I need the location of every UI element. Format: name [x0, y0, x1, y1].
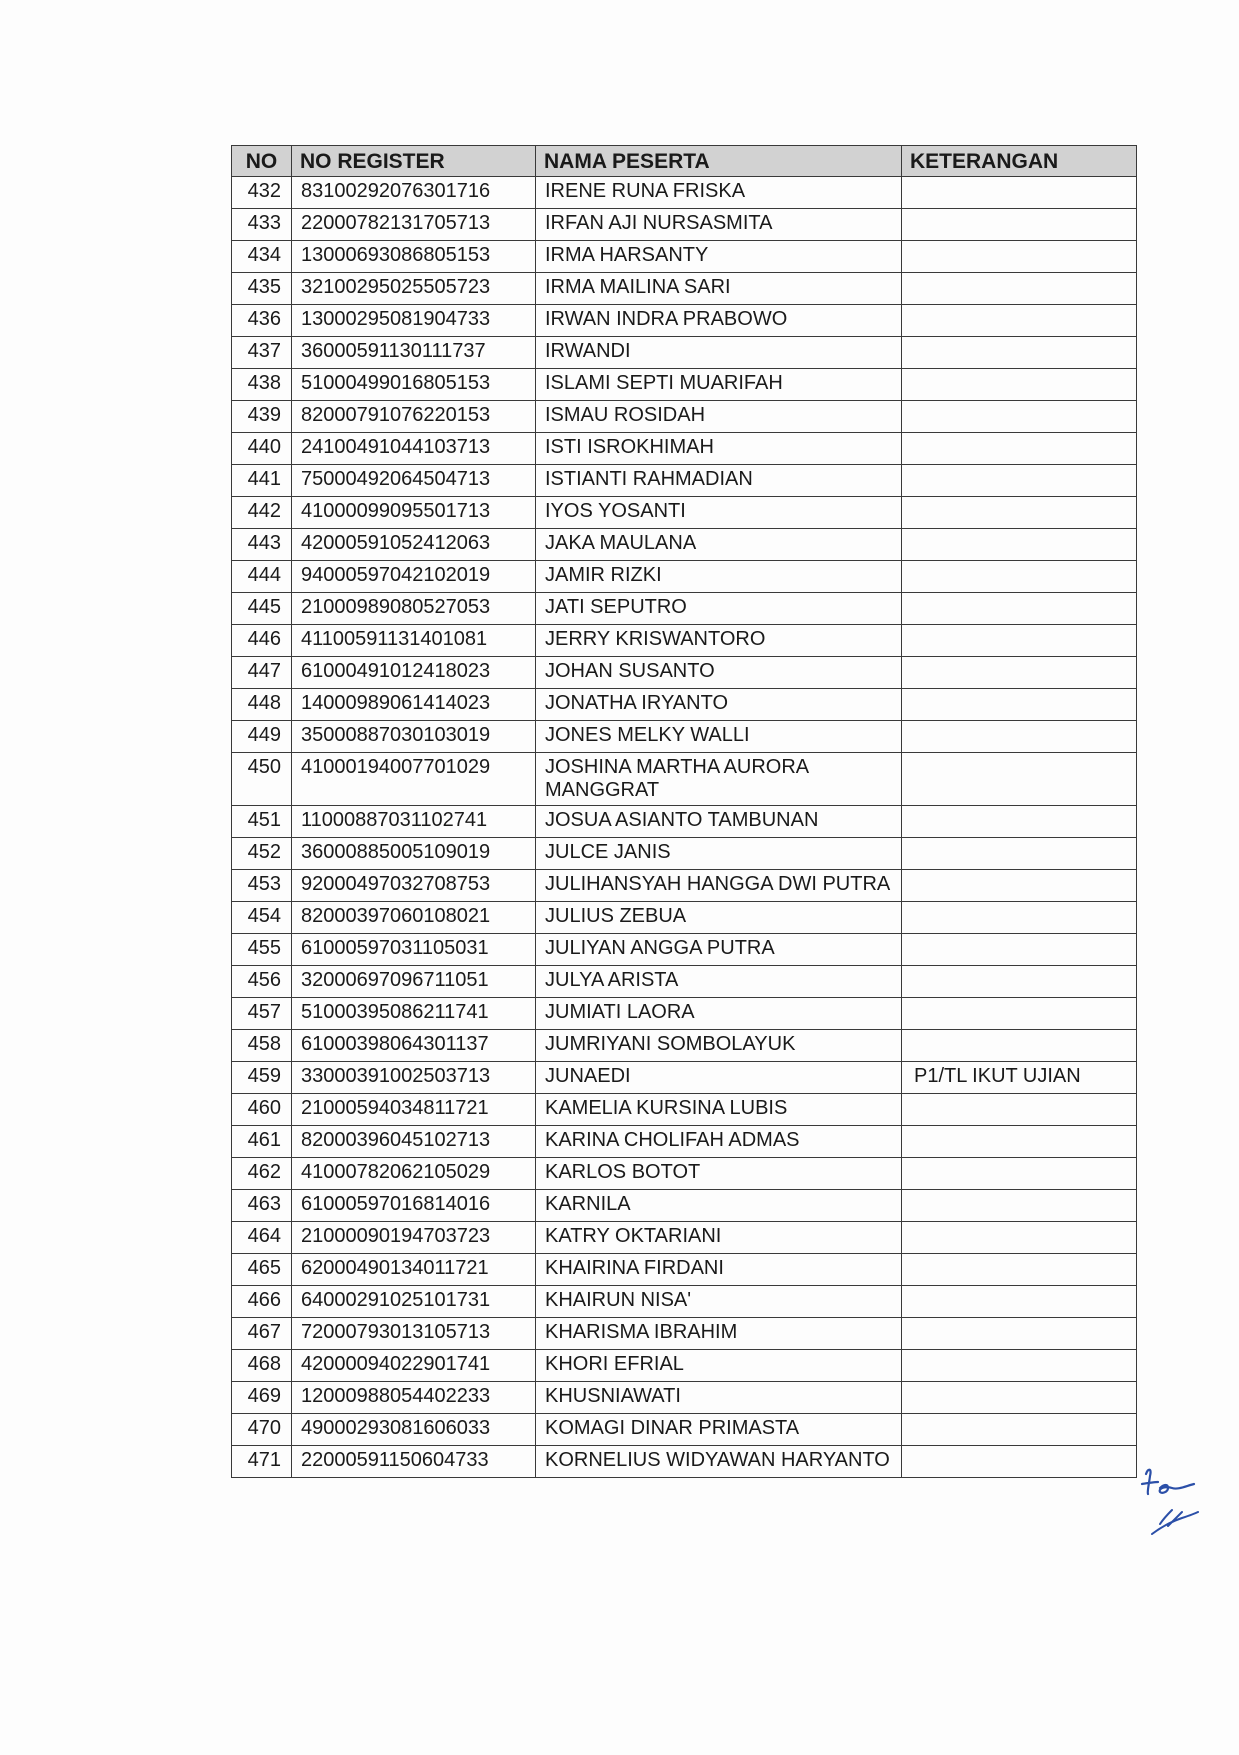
row-register-cell: 13000295081904733 [292, 305, 536, 337]
row-name-cell: KOMAGI DINAR PRIMASTA [536, 1414, 902, 1446]
row-no-cell: 456 [232, 966, 292, 998]
row-name-cell: JULIHANSYAH HANGGA DWI PUTRA [536, 870, 902, 902]
table-row [232, 497, 1137, 529]
table-row [232, 1030, 1137, 1062]
row-name-cell: JERRY KRISWANTORO [536, 625, 902, 657]
table-row [232, 1254, 1137, 1286]
row-name-cell: IRMA MAILINA SARI [536, 273, 902, 305]
row-no-cell: 458 [232, 1030, 292, 1062]
row-keterangan-cell [902, 657, 1137, 689]
row-keterangan-cell [902, 337, 1137, 369]
row-name-cell: JUMIATI LAORA [536, 998, 902, 1030]
row-register-cell: 22000782131705713 [292, 209, 536, 241]
row-no-cell: 435 [232, 273, 292, 305]
row-keterangan-cell [902, 721, 1137, 753]
row-register-cell: 41000782062105029 [292, 1158, 536, 1190]
handwritten-initials [1138, 1464, 1208, 1544]
row-keterangan-cell [902, 1414, 1137, 1446]
table-row [232, 593, 1137, 625]
row-register-cell: 61000398064301137 [292, 1030, 536, 1062]
row-register-cell: 82000791076220153 [292, 401, 536, 433]
row-register-cell: 61000491012418023 [292, 657, 536, 689]
row-keterangan-cell [902, 241, 1137, 273]
table-row [232, 401, 1137, 433]
row-name-cell: KARNILA [536, 1190, 902, 1222]
header-name: NAMA PESERTA [536, 146, 902, 177]
row-no-cell: 448 [232, 689, 292, 721]
row-name-cell: JULIYAN ANGGA PUTRA [536, 934, 902, 966]
row-name-cell: ISLAMI SEPTI MUARIFAH [536, 369, 902, 401]
row-no-cell: 465 [232, 1254, 292, 1286]
row-register-cell: 32100295025505723 [292, 273, 536, 305]
row-keterangan-cell [902, 433, 1137, 465]
row-register-cell: 51000395086211741 [292, 998, 536, 1030]
row-register-cell: 22000591150604733 [292, 1446, 536, 1478]
row-name-cell: IRWAN INDRA PRABOWO [536, 305, 902, 337]
row-no-cell: 447 [232, 657, 292, 689]
row-name-cell: JUMRIYANI SOMBOLAYUK [536, 1030, 902, 1062]
table-row [232, 657, 1137, 689]
table-row [232, 806, 1137, 838]
row-register-cell: 41100591131401081 [292, 625, 536, 657]
table-row [232, 1350, 1137, 1382]
row-register-cell: 21000594034811721 [292, 1094, 536, 1126]
table-row [232, 1446, 1137, 1478]
row-keterangan-cell [902, 1382, 1137, 1414]
table-row [232, 1222, 1137, 1254]
row-no-cell: 434 [232, 241, 292, 273]
row-register-cell: 64000291025101731 [292, 1286, 536, 1318]
row-register-cell: 33000391002503713 [292, 1062, 536, 1094]
row-keterangan-cell [902, 1350, 1137, 1382]
table-row [232, 561, 1137, 593]
row-register-cell: 13000693086805153 [292, 241, 536, 273]
table-row [232, 870, 1137, 902]
row-register-cell: 41000194007701029 [292, 753, 536, 806]
row-keterangan-cell [902, 1190, 1137, 1222]
row-keterangan-cell [902, 998, 1137, 1030]
row-name-cell: JUNAEDI [536, 1062, 902, 1094]
row-name-cell: JOHAN SUSANTO [536, 657, 902, 689]
row-keterangan-cell [902, 1126, 1137, 1158]
row-name-cell: IRENE RUNA FRISKA [536, 177, 902, 209]
row-no-cell: 467 [232, 1318, 292, 1350]
row-keterangan-cell [902, 838, 1137, 870]
row-no-cell: 433 [232, 209, 292, 241]
row-name-cell: KHORI EFRIAL [536, 1350, 902, 1382]
table-row [232, 209, 1137, 241]
table-row [232, 177, 1137, 209]
row-keterangan-cell [902, 401, 1137, 433]
row-keterangan-cell [902, 1446, 1137, 1478]
row-name-cell: JOSUA ASIANTO TAMBUNAN [536, 806, 902, 838]
row-register-cell: 42000094022901741 [292, 1350, 536, 1382]
table-body [232, 177, 1137, 1478]
table-row [232, 625, 1137, 657]
table-row [232, 305, 1137, 337]
row-register-cell: 11000887031102741 [292, 806, 536, 838]
table-header-row [232, 146, 1137, 177]
row-keterangan-cell [902, 1094, 1137, 1126]
row-no-cell: 438 [232, 369, 292, 401]
row-keterangan-cell [902, 369, 1137, 401]
row-name-cell: JULIUS ZEBUA [536, 902, 902, 934]
row-name-cell: KARINA CHOLIFAH ADMAS [536, 1126, 902, 1158]
row-name-cell: KHARISMA IBRAHIM [536, 1318, 902, 1350]
row-no-cell: 441 [232, 465, 292, 497]
row-keterangan-cell [902, 305, 1137, 337]
row-register-cell: 61000597031105031 [292, 934, 536, 966]
row-register-cell: 82000397060108021 [292, 902, 536, 934]
row-register-cell: 75000492064504713 [292, 465, 536, 497]
row-no-cell: 436 [232, 305, 292, 337]
row-keterangan-cell [902, 625, 1137, 657]
table-row [232, 1318, 1137, 1350]
row-no-cell: 445 [232, 593, 292, 625]
row-register-cell: 62000490134011721 [292, 1254, 536, 1286]
row-name-cell: JATI SEPUTRO [536, 593, 902, 625]
row-name-cell: KHAIRINA FIRDANI [536, 1254, 902, 1286]
row-no-cell: 462 [232, 1158, 292, 1190]
row-keterangan-cell [902, 529, 1137, 561]
row-keterangan-cell [902, 465, 1137, 497]
table-row [232, 1286, 1137, 1318]
row-name-cell: ISTI ISROKHIMAH [536, 433, 902, 465]
row-no-cell: 469 [232, 1382, 292, 1414]
row-name-cell: JAMIR RIZKI [536, 561, 902, 593]
row-no-cell: 437 [232, 337, 292, 369]
row-no-cell: 443 [232, 529, 292, 561]
row-no-cell: 470 [232, 1414, 292, 1446]
row-no-cell: 442 [232, 497, 292, 529]
row-no-cell: 455 [232, 934, 292, 966]
row-register-cell: 72000793013105713 [292, 1318, 536, 1350]
row-keterangan-cell [902, 273, 1137, 305]
row-keterangan-cell [902, 177, 1137, 209]
row-no-cell: 454 [232, 902, 292, 934]
row-name-cell: KHUSNIAWATI [536, 1382, 902, 1414]
row-register-cell: 35000887030103019 [292, 721, 536, 753]
row-no-cell: 466 [232, 1286, 292, 1318]
row-name-cell: JULYA ARISTA [536, 966, 902, 998]
participant-table [231, 145, 1137, 1478]
table-row [232, 998, 1137, 1030]
row-register-cell: 94000597042102019 [292, 561, 536, 593]
row-no-cell: 459 [232, 1062, 292, 1094]
row-no-cell: 463 [232, 1190, 292, 1222]
row-register-cell: 83100292076301716 [292, 177, 536, 209]
row-register-cell: 12000988054402233 [292, 1382, 536, 1414]
row-keterangan-cell [902, 1254, 1137, 1286]
row-no-cell: 451 [232, 806, 292, 838]
table-row [232, 369, 1137, 401]
row-keterangan-cell [902, 934, 1137, 966]
row-register-cell: 92000497032708753 [292, 870, 536, 902]
row-register-cell: 36000591130111737 [292, 337, 536, 369]
row-name-cell: IRFAN AJI NURSASMITA [536, 209, 902, 241]
table-row [232, 241, 1137, 273]
row-no-cell: 468 [232, 1350, 292, 1382]
row-name-cell: KATRY OKTARIANI [536, 1222, 902, 1254]
row-keterangan-cell [902, 209, 1137, 241]
row-name-cell: KARLOS BOTOT [536, 1158, 902, 1190]
table-row [232, 1414, 1137, 1446]
row-keterangan-cell [902, 1158, 1137, 1190]
row-no-cell: 457 [232, 998, 292, 1030]
row-no-cell: 449 [232, 721, 292, 753]
header-no: NO [232, 146, 292, 177]
row-name-cell: IRMA HARSANTY [536, 241, 902, 273]
row-keterangan-cell [902, 1286, 1137, 1318]
row-name-cell: KORNELIUS WIDYAWAN HARYANTO [536, 1446, 902, 1478]
row-keterangan-cell: P1/TL IKUT UJIAN [902, 1062, 1137, 1094]
row-keterangan-cell [902, 1318, 1137, 1350]
row-register-cell: 21000989080527053 [292, 593, 536, 625]
row-no-cell: 444 [232, 561, 292, 593]
row-keterangan-cell [902, 1222, 1137, 1254]
table-row [232, 273, 1137, 305]
row-register-cell: 32000697096711051 [292, 966, 536, 998]
row-keterangan-cell [902, 966, 1137, 998]
row-register-cell: 82000396045102713 [292, 1126, 536, 1158]
row-name-cell: KHAIRUN NISA' [536, 1286, 902, 1318]
row-name-cell: KAMELIA KURSINA LUBIS [536, 1094, 902, 1126]
table-row [232, 465, 1137, 497]
row-register-cell: 36000885005109019 [292, 838, 536, 870]
row-register-cell: 61000597016814016 [292, 1190, 536, 1222]
row-keterangan-cell [902, 593, 1137, 625]
row-name-cell: JONATHA IRYANTO [536, 689, 902, 721]
row-name-cell: IYOS YOSANTI [536, 497, 902, 529]
row-no-cell: 452 [232, 838, 292, 870]
table-row [232, 934, 1137, 966]
row-no-cell: 464 [232, 1222, 292, 1254]
row-register-cell: 14000989061414023 [292, 689, 536, 721]
row-name-cell: JULCE JANIS [536, 838, 902, 870]
row-register-cell: 24100491044103713 [292, 433, 536, 465]
row-name-cell: JAKA MAULANA [536, 529, 902, 561]
table-row [232, 1382, 1137, 1414]
row-no-cell: 439 [232, 401, 292, 433]
row-no-cell: 471 [232, 1446, 292, 1478]
row-keterangan-cell [902, 689, 1137, 721]
row-keterangan-cell [902, 1030, 1137, 1062]
row-no-cell: 446 [232, 625, 292, 657]
row-name-cell: JOSHINA MARTHA AURORA MANGGRAT [536, 753, 902, 806]
table-row [232, 721, 1137, 753]
row-keterangan-cell [902, 806, 1137, 838]
row-keterangan-cell [902, 561, 1137, 593]
row-register-cell: 51000499016805153 [292, 369, 536, 401]
row-no-cell: 440 [232, 433, 292, 465]
table-row [232, 433, 1137, 465]
table-row [232, 337, 1137, 369]
table-row [232, 753, 1137, 806]
row-keterangan-cell [902, 870, 1137, 902]
row-no-cell: 432 [232, 177, 292, 209]
row-no-cell: 453 [232, 870, 292, 902]
table-row [232, 838, 1137, 870]
row-no-cell: 461 [232, 1126, 292, 1158]
row-name-cell: ISMAU ROSIDAH [536, 401, 902, 433]
row-register-cell: 41000099095501713 [292, 497, 536, 529]
table-row [232, 1062, 1137, 1094]
row-register-cell: 49000293081606033 [292, 1414, 536, 1446]
row-name-cell: IRWANDI [536, 337, 902, 369]
row-keterangan-cell [902, 753, 1137, 806]
table-row [232, 1094, 1137, 1126]
row-keterangan-cell [902, 497, 1137, 529]
table-row [232, 1126, 1137, 1158]
row-register-cell: 21000090194703723 [292, 1222, 536, 1254]
header-keterangan: KETERANGAN [902, 146, 1137, 177]
header-register: NO REGISTER [292, 146, 536, 177]
table-row [232, 1190, 1137, 1222]
row-keterangan-cell [902, 902, 1137, 934]
row-no-cell: 460 [232, 1094, 292, 1126]
row-no-cell: 450 [232, 753, 292, 806]
row-name-cell: JONES MELKY WALLI [536, 721, 902, 753]
table-row [232, 1158, 1137, 1190]
row-register-cell: 42000591052412063 [292, 529, 536, 561]
table-row [232, 689, 1137, 721]
table-row [232, 902, 1137, 934]
row-name-cell: ISTIANTI RAHMADIAN [536, 465, 902, 497]
table-row [232, 966, 1137, 998]
table-row [232, 529, 1137, 561]
